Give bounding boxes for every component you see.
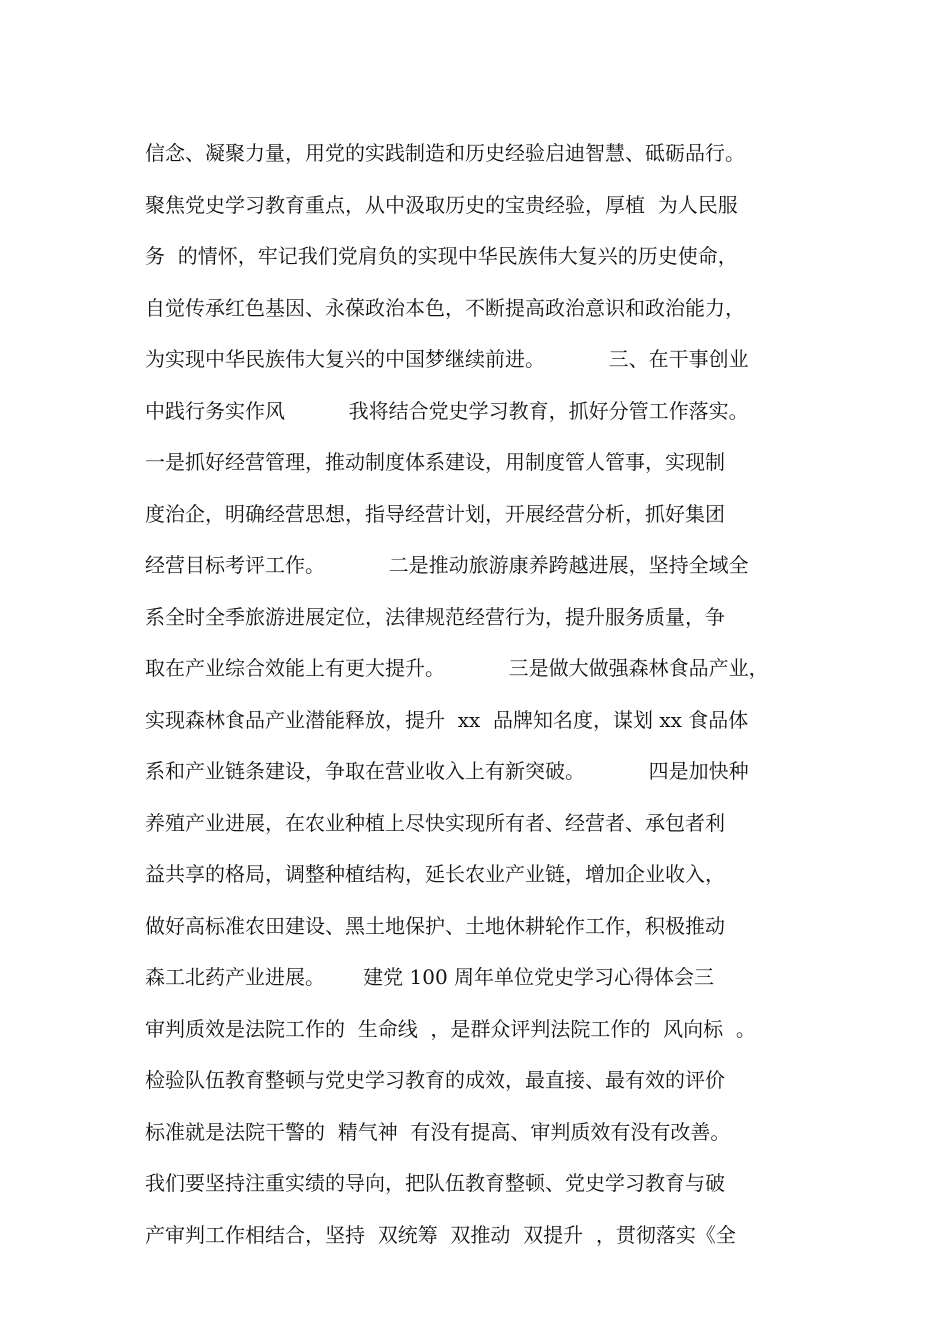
text-line: 产审判工作相结合，坚持 双统筹 双推动 双提升 ，贯彻落实《全 — [145, 1222, 736, 1247]
text-line: 系和产业链条建设，争取在营业收入上有新突破。 四是加快种 — [145, 759, 749, 783]
text-line: 度治企，明确经营思想，指导经营计划，开展经营分析，抓好集团 — [145, 501, 725, 526]
text-line: 为实现中华民族伟大复兴的中国梦继续前进。 三、在干事创业 — [145, 347, 749, 371]
text-line: 中践行务实作风 我将结合党史学习教育，抓好分管工作落实。 — [145, 398, 749, 423]
text-line: 实现森林食品产业潜能释放，提升 xx 品牌知名度，谋划 xx 食品体 — [145, 707, 749, 732]
text-line: 森工北药产业进展。 建党 100 周年单位党史学习心得体会三 — [145, 965, 715, 989]
text-line: 益共享的格局，调整种植结构，延长农业产业链，增加企业收入， — [145, 862, 725, 886]
text-line: 经营目标考评工作。 二是推动旅游康养跨越进展，坚持全域全 — [145, 553, 749, 577]
text-line: 我们要坚持注重实绩的导向，把队伍教育整顿、党史学习教育与破 — [145, 1171, 725, 1195]
text-line: 系全时全季旅游进展定位，法律规范经营行为，提升服务质量，争 — [145, 604, 725, 629]
text-line: 信念、凝聚力量，用党的实践制造和历史经验启迪智慧、砥砺品行。 — [145, 141, 745, 165]
text-line: 审判质效是法院工作的 生命线 ，是群众评判法院工作的 风向标 。 — [145, 1016, 756, 1041]
text-line: 检验队伍教育整顿与党史学习教育的成效，最直接、最有效的评价 — [145, 1068, 725, 1092]
text-line: 务 的情怀，牢记我们党肩负的实现中华民族伟大复兴的历史使命， — [145, 244, 738, 268]
text-line: 自觉传承红色基因、永葆政治本色，不断提高政治意识和政治能力， — [145, 295, 745, 320]
text-line: 取在产业综合效能上有更大提升。 三是做大做强森林食品产业， — [145, 656, 769, 680]
text-line: 养殖产业进展，在农业种植上尽快实现所有者、经营者、承包者利 — [145, 810, 725, 835]
document-body — [145, 128, 835, 1261]
text-line: 聚焦党史学习教育重点，从中汲取历史的宝贵经验，厚植 为人民服 — [145, 192, 738, 217]
text-line: 一是抓好经营管理，推动制度体系建设，用制度管人管事，实现制 — [145, 450, 725, 474]
text-line: 标准就是法院干警的 精气神 有没有提高、审判质效有没有改善。 — [145, 1119, 731, 1144]
text-line: 做好高标准农田建设、黑土地保护、土地休耕轮作工作，积极推动 — [145, 913, 725, 938]
